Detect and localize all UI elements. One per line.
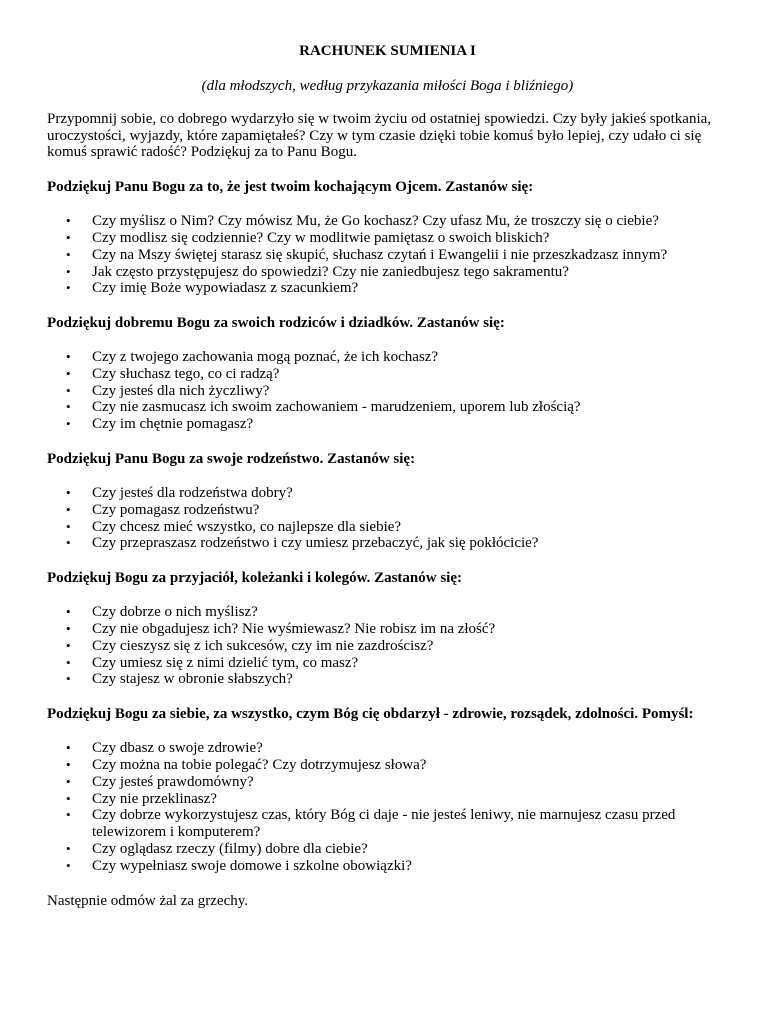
list-item-text: Czy pomagasz rodzeństwu? <box>92 501 260 518</box>
list-item <box>47 416 728 433</box>
bullet-icon: • <box>66 757 71 773</box>
list-item <box>47 791 728 808</box>
bullet-icon: • <box>66 535 71 551</box>
list-item <box>47 502 728 519</box>
list-item-text: Czy nie zasmucasz ich swoim zachowaniem - marudzeniem, uporem lub złością? <box>92 399 581 416</box>
list-item <box>47 638 728 655</box>
list-item <box>47 757 728 774</box>
intro-paragraph: Przypomnij sobie, co dobrego wydarzyło się w twoim życiu od ostatniej spowiedzi. Czy były jakieś spotkania, uroczystości, wyjazdy, które zapamiętałeś? Czy w tym czasie dzięki tobie komuś było lepiej, czy udało ci się komuś sprawić radość? Podziękuj za to Panu Bogu. <box>47 111 712 161</box>
bullet-icon: • <box>66 857 71 873</box>
bullet-icon: • <box>66 637 71 653</box>
list-item-text: Czy wypełniasz swoje domowe i szkolne obowiązki? <box>92 857 412 874</box>
bullet-icon: • <box>66 365 71 381</box>
bullet-icon: • <box>66 485 71 501</box>
bullet-icon: • <box>66 280 71 296</box>
list-item <box>47 604 728 621</box>
bullet-icon: • <box>66 229 71 245</box>
list-item <box>47 485 728 502</box>
bullet-icon: • <box>66 604 71 620</box>
bullet-icon: • <box>66 773 71 789</box>
document-subtitle: (dla młodszych, według przykazania miłości Boga i bliźniego) <box>201 78 574 94</box>
list-item-text: Czy dobrze wykorzystujesz czas, który Bóg ci daje - nie jesteś leniwy, nie marnujesz czasu przed telewizorem i komputerem? <box>92 807 676 841</box>
list-item <box>47 774 728 791</box>
question-list <box>47 485 728 552</box>
bullet-icon: • <box>66 263 71 279</box>
list-item-text: Czy dbasz o swoje zdrowie? <box>92 740 263 757</box>
bullet-icon: • <box>66 382 71 398</box>
list-item <box>47 655 728 672</box>
list-item-text: Czy z twojego zachowania mogą poznać, że ich kochasz? <box>92 349 439 366</box>
bullet-icon: • <box>66 501 71 517</box>
list-item-text: Czy nie przeklinasz? <box>92 790 217 807</box>
sections-container <box>47 178 728 875</box>
bullet-icon: • <box>66 841 71 857</box>
list-item <box>47 519 728 536</box>
question-list <box>47 604 728 688</box>
section-heading: Podziękuj Bogu za siebie, za wszystko, czym Bóg cię obdarzył - zdrowie, rozsądek, zdolności. Pomyśl: <box>47 706 694 723</box>
question-list <box>47 349 728 433</box>
bullet-icon: • <box>66 654 71 670</box>
list-item-text: Czy im chętnie pomagasz? <box>92 416 254 433</box>
list-item-text: Czy na Mszy świętej starasz się skupić, słuchasz czytań i Ewangelii i nie przeszkadzasz innym? <box>92 246 668 263</box>
list-item-text: Czy jesteś dla rodzeństwa dobry? <box>92 485 293 502</box>
section-heading: Podziękuj Panu Bogu za swoje rodzeństwo. Zastanów się: <box>47 451 416 468</box>
list-item <box>47 247 728 264</box>
bullet-icon: • <box>66 740 71 756</box>
section-heading: Podziękuj dobremu Bogu za swoich rodziców i dziadków. Zastanów się: <box>47 315 505 332</box>
list-item-text: Czy chcesz mieć wszystko, co najlepsze dla siebie? <box>92 518 402 535</box>
list-item-text: Czy jesteś prawdomówny? <box>92 773 254 790</box>
section-heading: Podziękuj Bogu za przyjaciół, koleżanki i kolegów. Zastanów się: <box>47 570 463 587</box>
list-item <box>47 230 728 247</box>
bullet-icon: • <box>66 621 71 637</box>
list-item <box>47 671 728 688</box>
question-list <box>47 213 728 297</box>
list-item-text: Czy nie obgadujesz ich? Nie wyśmiewasz? Nie robisz im na złość? <box>92 621 496 638</box>
list-item <box>47 366 728 383</box>
list-item <box>47 213 728 230</box>
closing-paragraph: Następnie odmów żal za grzechy. <box>47 892 249 909</box>
list-item <box>47 264 728 281</box>
list-item-text: Czy dobrze o nich myślisz? <box>92 604 258 621</box>
bullet-icon: • <box>66 807 71 823</box>
list-item <box>47 740 728 757</box>
list-item-text: Czy przepraszasz rodzeństwo i czy umiesz przebaczyć, jak się pokłócicie? <box>92 535 539 552</box>
list-item-text: Czy można na tobie polegać? Czy dotrzymujesz słowa? <box>92 757 427 774</box>
bullet-icon: • <box>66 213 71 229</box>
list-item-text: Czy cieszysz się z ich sukcesów, czy im nie zazdrościsz? <box>92 637 434 654</box>
list-item <box>47 399 728 416</box>
bullet-icon: • <box>66 399 71 415</box>
list-item <box>47 349 728 366</box>
list-item-text: Czy umiesz się z nimi dzielić tym, co masz? <box>92 654 359 671</box>
list-item-text: Czy stajesz w obronie słabszych? <box>92 671 293 688</box>
list-item-text: Czy myślisz o Nim? Czy mówisz Mu, że Go kochasz? Czy ufasz Mu, że troszczy się o ciebie? <box>92 213 659 230</box>
list-item <box>47 383 728 400</box>
list-item <box>47 807 728 841</box>
bullet-icon: • <box>66 671 71 687</box>
list-item <box>47 841 728 858</box>
bullet-icon: • <box>66 790 71 806</box>
section-heading: Podziękuj Panu Bogu za to, że jest twoim kochającym Ojcem. Zastanów się: <box>47 179 534 196</box>
list-item <box>47 280 728 297</box>
bullet-icon: • <box>66 416 71 432</box>
list-item-text: Czy modlisz się codziennie? Czy w modlitwie pamiętasz o swoich bliskich? <box>92 229 550 246</box>
document-title: RACHUNEK SUMIENIA I <box>299 43 476 59</box>
bullet-icon: • <box>66 246 71 262</box>
question-list <box>47 740 728 874</box>
list-item-text: Czy jesteś dla nich życzliwy? <box>92 382 270 399</box>
bullet-icon: • <box>66 518 71 534</box>
bullet-icon: • <box>66 349 71 365</box>
list-item-text: Czy słuchasz tego, co ci radzą? <box>92 365 280 382</box>
list-item <box>47 621 728 638</box>
list-item-text: Jak często przystępujesz do spowiedzi? Czy nie zaniedbujesz tego sakramentu? <box>92 263 569 280</box>
list-item <box>47 535 728 552</box>
list-item-text: Czy oglądasz rzeczy (filmy) dobre dla ciebie? <box>92 841 368 858</box>
list-item-text: Czy imię Boże wypowiadasz z szacunkiem? <box>92 280 359 297</box>
list-item <box>47 858 728 875</box>
